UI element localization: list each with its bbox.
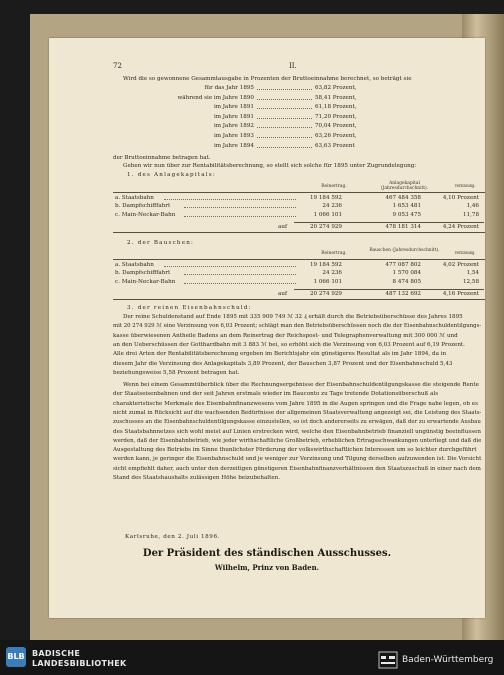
table-cell-verzinsung: 1,46 [466,203,479,210]
paragraph-line: Der reine Schuldenstand auf Ende 1895 mit 335 909 749 ℳ 32 ₰ erhält durch die Betriebsüberschüsse des Jahres 1895 [123,314,463,320]
table-rule [113,259,485,260]
leader-dots [257,144,312,148]
table-cell-kapital: 467 484 358 [385,195,421,201]
table-cell-verzinsung: 1,54 [466,270,479,277]
leader-dots [257,124,312,128]
table-cell-reinertrag: 19 184 592 [309,195,342,201]
section-1-title: 1. des Anlagekapitals: [127,172,216,178]
leader-dots [257,86,312,90]
table-row-label: a. Staatsbahn [115,195,154,201]
table-row-label: b. Dampfschifffahrt [115,203,171,210]
table-rule [294,289,484,290]
paragraph-line: Alle drei Arten der Rentabilitätsberechnung ergeben im Berichtsjahr ein günstigeres Resultat als im Jahr 1894, da in [113,351,447,358]
table-total-reinertrag: 20 274 929 [309,291,342,298]
col-header-verzinsung: Verzinsung. [454,184,476,189]
leader-dots [257,115,312,119]
leader-dots [184,280,296,284]
table-cell-verzinsung: 11,78 [462,211,479,218]
leader-dots [184,213,296,217]
table-cell-kapital: 8 474 805 [392,278,421,285]
place-date: Karlsruhe, den 2. Juli 1896. [125,534,220,540]
col-header-reinertrag: Reinertrag. [321,184,347,189]
table-cell-verzinsung: 4,02 Prozent [442,262,479,268]
table-total-kapital: 487 132 692 [385,291,421,298]
col-header-reinertrag: Reinertrag. [321,251,347,256]
year-row-label: im Jahre 1893 [213,133,254,139]
year-row-label: im Jahre 1892 [213,123,254,130]
table-cell-kapital: 1 570 084 [392,270,421,277]
table-cell-verzinsung: 12,58 [462,278,479,285]
year-row-value: 71,20 Prozent, [315,113,357,120]
table-total-kapital: 478 181 314 [385,224,421,231]
table-rule [294,222,484,223]
table-cell-kapital: 1 653 481 [392,203,421,210]
leader-dots [184,271,296,275]
table-cell-reinertrag: 24 236 [322,203,342,210]
year-row-label: im Jahre 1894 [213,142,254,149]
paragraph-line: des Staatsbahnnetzes sich wohl meist auf Linien erstrecken wird, welche den Eisenbahnbetrieb finanziell ungünstig beeinflussen [113,428,481,435]
paragraph-line: kasse überwiesenen Antheile Badens an dem Reinertrag der Reichspost- und Telegraphenverwaltung mit 300 000 ℳ und [113,332,458,339]
col-header-kapital: Bauschen (Jahresdurchschnitt). [369,248,440,253]
library-name-line-2: LANDESBIBLIOTHEK [32,659,127,668]
year-row-value: 61,18 Prozent, [315,104,357,111]
table-cell-verzinsung: 4,10 Prozent [442,195,479,201]
table-rule [113,299,485,300]
paragraph-line: der Staatseisenbahnen und der seit Jahren erstmals wieder im Bauconto zu Tage tretende Dotationsüberschuß als [113,391,439,398]
closing-title: Der Präsident des ständischen Ausschusses. [142,548,392,559]
col-header-kapital: Anlagekapital (Jahresdurchschnitt). [380,181,429,191]
table-row-label: c. Main-Neckar-Bahn [115,211,176,218]
leader-dots [164,196,296,200]
year-row-label: im Jahre 1891 [213,113,254,120]
paragraph-line: an den Ueberschüssen der Gotthardbahn mit 3 883 ℳ bei, so erhöht sich die Verzinsung von 6,03 Prozent auf 6,19 Prozent. [113,341,465,348]
paragraph-line: mit 20 274 929 ℳ eine Verzinsung von 6,03 Prozent; schlägt man den Betriebsüberschüssen noch die der Eisenbahnschuldentilgungs- [113,323,482,330]
page-number: 72 [113,62,122,70]
year-row-value: 70,04 Prozent, [315,123,357,130]
table-total-reinertrag: 20 274 929 [309,224,342,231]
leader-dots [184,204,296,208]
paragraph-line: werden kann, je geringer die Eisenbahnschuld und je weniger zur Verzinsung und Tilgung derselben aufzuwenden ist. Die Vorsicht [113,456,482,463]
leader-dots [257,105,312,109]
intro-line-3: Gehen wir nun über zur Rentabilitätsberechnung, so stellt sich solche für 1895 unter Zugrundelegung: [123,163,417,169]
paragraph-line: werden, daß der Eisenbahnbetrieb, wie jeder wirthschaftliche Großbetrieb, erheblichen Ertragsschwankungen unterliegt und daß die [113,437,482,444]
col-header-verzinsung: Verzinsung. [454,251,476,256]
leader-dots [164,263,296,267]
paragraph-line: diesem Jahr die Verzinsung des Anlagekapitals 3,89 Prozent, der Bauschen 3,87 Prozent und der Eisenbahnschuld 5,43 [113,360,453,367]
state-name[interactable]: Baden-Württemberg [402,655,494,665]
year-row-value: 63,26 Prozent, [315,133,357,139]
table-total-label: auf [278,291,288,298]
table-rule [113,192,485,193]
year-row-value: 63,82 Prozent, [315,85,357,91]
table-row-label: a. Staatsbahn [115,262,154,268]
leader-dots [257,134,312,138]
paragraph-line: Ausgestaltung des Betriebs im Sinne thunlichster Förderung der volkswirthschaftlichen Interessen um so leichter durchgeführt [113,447,477,454]
table-cell-reinertrag: 1 066 101 [313,211,342,218]
table-cell-reinertrag: 19 184 592 [309,262,342,268]
paragraph-line: sicht empfiehlt daher, auch unter den derzeitigen günstigeren Eisenbahnfinanzverhältnissen den Staatszuschuß in einer nach dem [113,465,481,472]
year-row-label: während sie im Jahre 1890 [177,94,254,101]
section-number: II. [289,62,297,70]
paragraph-line: zuschusses an die Eisenbahnschuldentilgungskasse einzustellen, so ist doch andererseits zu erwägen, daß der zu erwartende Ausbau [113,419,481,426]
section-3-title: 3. der reinen Eisenbahnschuld: [127,305,252,311]
intro-line-1: Wird die so gewonnene Gesammtausgabe in Prozenten der Bruttoeinnahme berechnet, so beträgt sie [123,76,412,82]
year-row-value: 58,41 Prozent, [315,94,357,101]
leader-dots [257,96,312,100]
table-total-verzinsung: 4,16 Prozent [442,291,479,298]
paragraph-line: charakteristische Merkmale des Eisenbahnfinanzwesens vom Jahre 1895 in die Augen springen und die Frage nahe legen, ob es [113,400,478,407]
table-total-verzinsung: 4,24 Prozent [442,224,479,231]
table-rule [113,232,485,233]
table-cell-kapital: 9 053 475 [392,211,421,218]
intro-line-2: der Bruttoeinnahme betragen hat. [113,155,211,161]
table-row-label: b. Dampfschifffahrt [115,270,171,277]
paragraph-line: beziehungsweise 5,58 Prozent betragen hat. [113,369,240,376]
paragraph-line: nicht zumal in Rücksicht auf die wachsenden Bedürfnisse der allgemeinen Staatsverwaltung angezeigt sei, die Leistung des Staats- [113,409,482,416]
section-2-title: 2. der Bauschen: [127,240,195,246]
closing-signature: Wilhelm, Prinz von Baden. [214,563,320,572]
library-name-line-1: BADISCHE [32,649,81,658]
year-row-value: 63,63 Prozent [315,142,355,149]
state-crest-icon [378,650,398,670]
table-cell-reinertrag: 1 066 101 [313,278,342,285]
year-row-label: im Jahre 1891 [213,104,254,111]
blb-logo-icon[interactable]: BLB [6,647,26,667]
paragraph-line: Wenn bei einem Gesammtüberblick über die Rechnungsergebnisse der Eisenbahnschuldentilgungskasse die steigende Rente [123,382,479,388]
table-cell-kapital: 477 087 802 [385,262,421,268]
table-total-label: auf [278,224,288,231]
paragraph-line: Stand des Staatshaushalts zulässigen Höhe beizubehalten. [113,475,281,481]
document-page [49,38,485,618]
table-cell-reinertrag: 24 236 [322,270,342,277]
year-row-label: für das Jahr 1895 [204,85,254,91]
table-row-label: c. Main-Neckar-Bahn [115,278,176,285]
